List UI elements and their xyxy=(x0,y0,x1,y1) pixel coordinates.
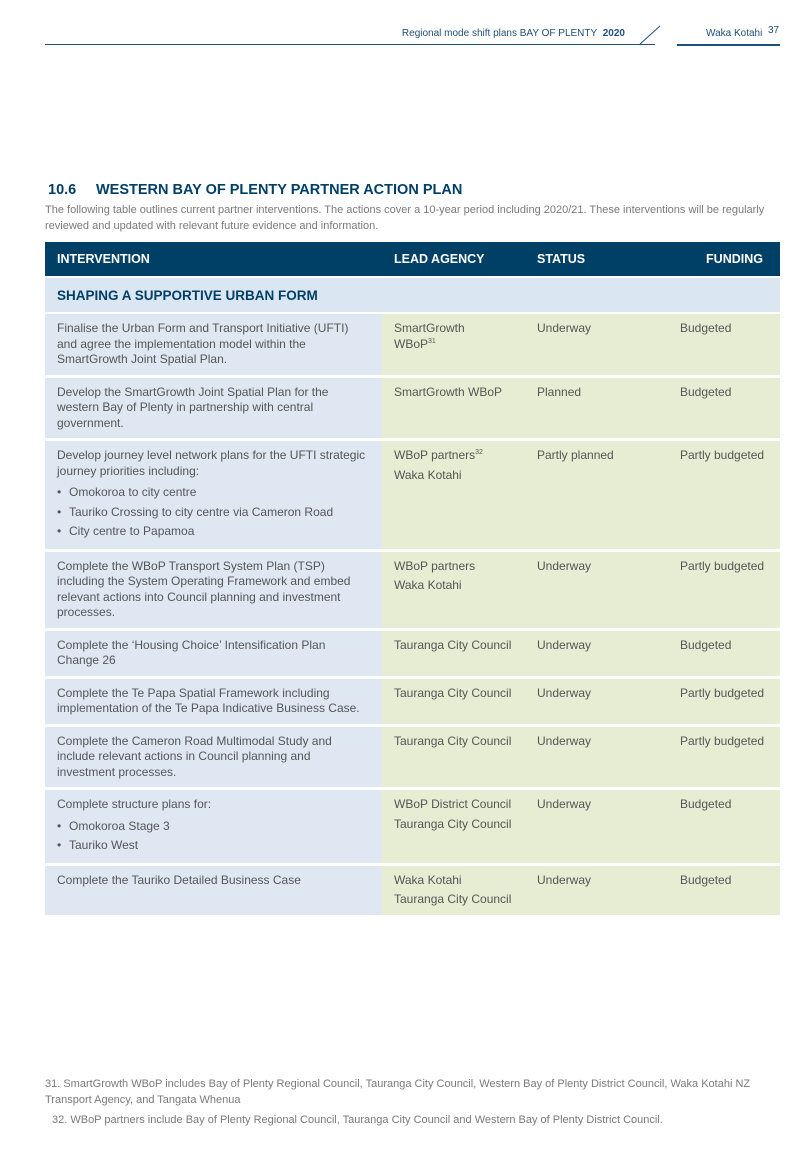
funding-cell: Budgeted xyxy=(660,629,780,677)
intervention-cell xyxy=(45,440,382,551)
status-cell: Underway xyxy=(525,550,660,629)
table-header-row xyxy=(45,242,780,277)
status-cell: Underway xyxy=(525,629,660,677)
status-cell: Underway xyxy=(525,677,660,725)
bullet-item: • Omokoroa Stage 3 xyxy=(57,817,370,837)
status-cell: Partly planned xyxy=(525,440,660,551)
intervention-text: Complete the Tauriko Detailed Business Case xyxy=(57,872,301,887)
intervention-text: Complete structure plans for: xyxy=(57,797,212,811)
status-cell: Underway xyxy=(525,864,660,916)
lead-agency-cell xyxy=(382,677,525,725)
footnote-ref: 31 xyxy=(428,337,436,345)
intervention-cell xyxy=(45,725,382,789)
table-row xyxy=(45,629,780,677)
lead-agency-line: Tauranga City Council xyxy=(394,733,512,748)
bullet-item: • Omokoroa to city centre xyxy=(57,483,370,503)
table-row xyxy=(45,376,780,440)
lead-agency-line: Tauranga City Council xyxy=(394,637,512,652)
organisation-name: Waka Kotahi xyxy=(706,28,763,39)
funding-cell: Budgeted xyxy=(660,376,780,440)
bullet-item: • Tauriko Crossing to city centre via Cameron Road xyxy=(57,503,370,523)
lead-agency-line: WBoP District Council xyxy=(394,797,512,811)
status-cell: Underway xyxy=(525,789,660,865)
intervention-cell xyxy=(45,629,382,677)
lead-agency-line: Tauranga City Council xyxy=(394,816,512,831)
page-number: 37 xyxy=(768,25,780,36)
funding-cell: Budgeted xyxy=(660,789,780,865)
lead-agency-cell xyxy=(382,864,525,916)
group-label: SHAPING A SUPPORTIVE URBAN FORM xyxy=(45,277,780,313)
lead-agency-line: SmartGrowth WBoP xyxy=(394,384,503,399)
section-number: 10.6 xyxy=(48,182,77,198)
footnotes xyxy=(45,1076,785,1128)
page-header xyxy=(0,0,806,48)
footnote-ref: 32 xyxy=(475,449,483,456)
lead-agency-line: SmartGrowth xyxy=(394,321,465,335)
header-status: STATUS xyxy=(525,242,660,277)
intervention-cell xyxy=(45,677,382,725)
table-row xyxy=(45,725,780,789)
header-rule xyxy=(45,44,655,45)
intervention-text: Complete the Te Papa Spatial Framework including implementation of the Te Papa Indicative Business Case. xyxy=(57,685,360,715)
intervention-text: Complete the WBoP Transport System Plan (TSP) including the System Operating Framework and embed relevant actions into Council planning and investment processes. xyxy=(57,558,351,619)
table-row xyxy=(45,864,780,916)
document-title: Regional mode shift plans BAY OF PLENTY 2020 xyxy=(401,28,625,39)
status-cell: Planned xyxy=(525,376,660,440)
status-cell: Underway xyxy=(525,725,660,789)
lead-agency-line: WBoP$^{31}$ xyxy=(394,336,436,351)
intervention-bullets xyxy=(57,817,370,856)
group-row xyxy=(45,277,780,313)
intervention-text: Complete the Cameron Road Multimodal Study and include relevant actions in Council planning and investment processes. xyxy=(57,733,332,779)
intervention-text: Finalise the Urban Form and Transport Initiative (UFTI) and agree the implementation model within the SmartGrowth Joint Spatial Plan. xyxy=(57,321,349,366)
intervention-text: Develop journey level network plans for the UFTI strategic journey priorities including: xyxy=(57,448,366,478)
lead-agency-cell xyxy=(382,629,525,677)
funding-cell: Partly budgeted xyxy=(660,440,780,551)
table-row xyxy=(45,313,780,376)
lead-agency-cell xyxy=(382,725,525,789)
intervention-text: Develop the SmartGrowth Joint Spatial Plan for the western Bay of Plenty in partnership with central government. xyxy=(57,384,329,430)
section-heading xyxy=(48,182,462,198)
lead-agency-line: Waka Kotahi xyxy=(394,467,462,482)
lead-agency-line: Tauranga City Council xyxy=(394,892,512,906)
lead-agency-cell xyxy=(382,550,525,629)
funding-cell: Partly budgeted xyxy=(660,725,780,789)
intervention-cell xyxy=(45,376,382,440)
table-row xyxy=(45,550,780,629)
lead-agency-line: Waka Kotahi xyxy=(394,578,462,592)
lead-agency-line: Waka Kotahi xyxy=(394,872,462,887)
table-row xyxy=(45,440,780,551)
intervention-cell xyxy=(45,550,382,629)
funding-cell: Partly budgeted xyxy=(660,550,780,629)
section-title: WESTERN BAY OF PLENTY PARTNER ACTION PLAN xyxy=(96,182,463,198)
header-slash-divider xyxy=(638,25,662,45)
status-cell: Underway xyxy=(525,313,660,376)
lead-agency-cell xyxy=(382,789,525,865)
intervention-bullets xyxy=(57,483,370,542)
intervention-cell xyxy=(45,789,382,865)
funding-cell: Budgeted xyxy=(660,864,780,916)
header-rule-accent xyxy=(677,44,780,46)
header-lead-agency: LEAD AGENCY xyxy=(382,242,525,277)
partner-action-plan-table xyxy=(45,242,780,918)
table-row xyxy=(45,789,780,865)
intervention-text: Complete the ‘Housing Choice’ Intensification Plan Change 26 xyxy=(57,637,326,667)
lead-agency-line: Tauranga City Council xyxy=(394,685,512,700)
lead-agency-cell xyxy=(382,313,525,376)
document-year: 2020 xyxy=(602,28,625,39)
section-intro: The following table outlines current partner interventions. The actions cover a 10-year period including 2020/21. These interventions will be regularly reviewed and updated with relevant future evidence and information. xyxy=(45,204,765,232)
bullet-item: • City centre to Papamoa xyxy=(57,522,370,542)
funding-cell: Partly budgeted xyxy=(660,677,780,725)
footnote-31: 31. SmartGrowth WBoP includes Bay of Plenty Regional Council, Tauranga City Council, Western Bay of Plenty District Council, Waka Kotahi NZ Transport Agency, and Tangata Whenua xyxy=(45,1078,751,1106)
lead-agency-line: WBoP partners$^{32}$ xyxy=(394,448,483,462)
header-funding: FUNDING xyxy=(660,242,780,277)
lead-agency-line: WBoP partners xyxy=(394,558,476,573)
bullet-item: • Tauriko West xyxy=(57,836,370,856)
funding-cell: Budgeted xyxy=(660,313,780,376)
footnote-32: 32. WBoP partners include Bay of Plenty Regional Council, Tauranga City Council and Western Bay of Plenty District Council. xyxy=(52,1114,663,1126)
header-intervention: INTERVENTION xyxy=(45,242,382,277)
intervention-cell xyxy=(45,313,382,376)
table-row xyxy=(45,677,780,725)
intervention-cell xyxy=(45,864,382,916)
lead-agency-cell xyxy=(382,440,525,551)
lead-agency-cell xyxy=(382,376,525,440)
